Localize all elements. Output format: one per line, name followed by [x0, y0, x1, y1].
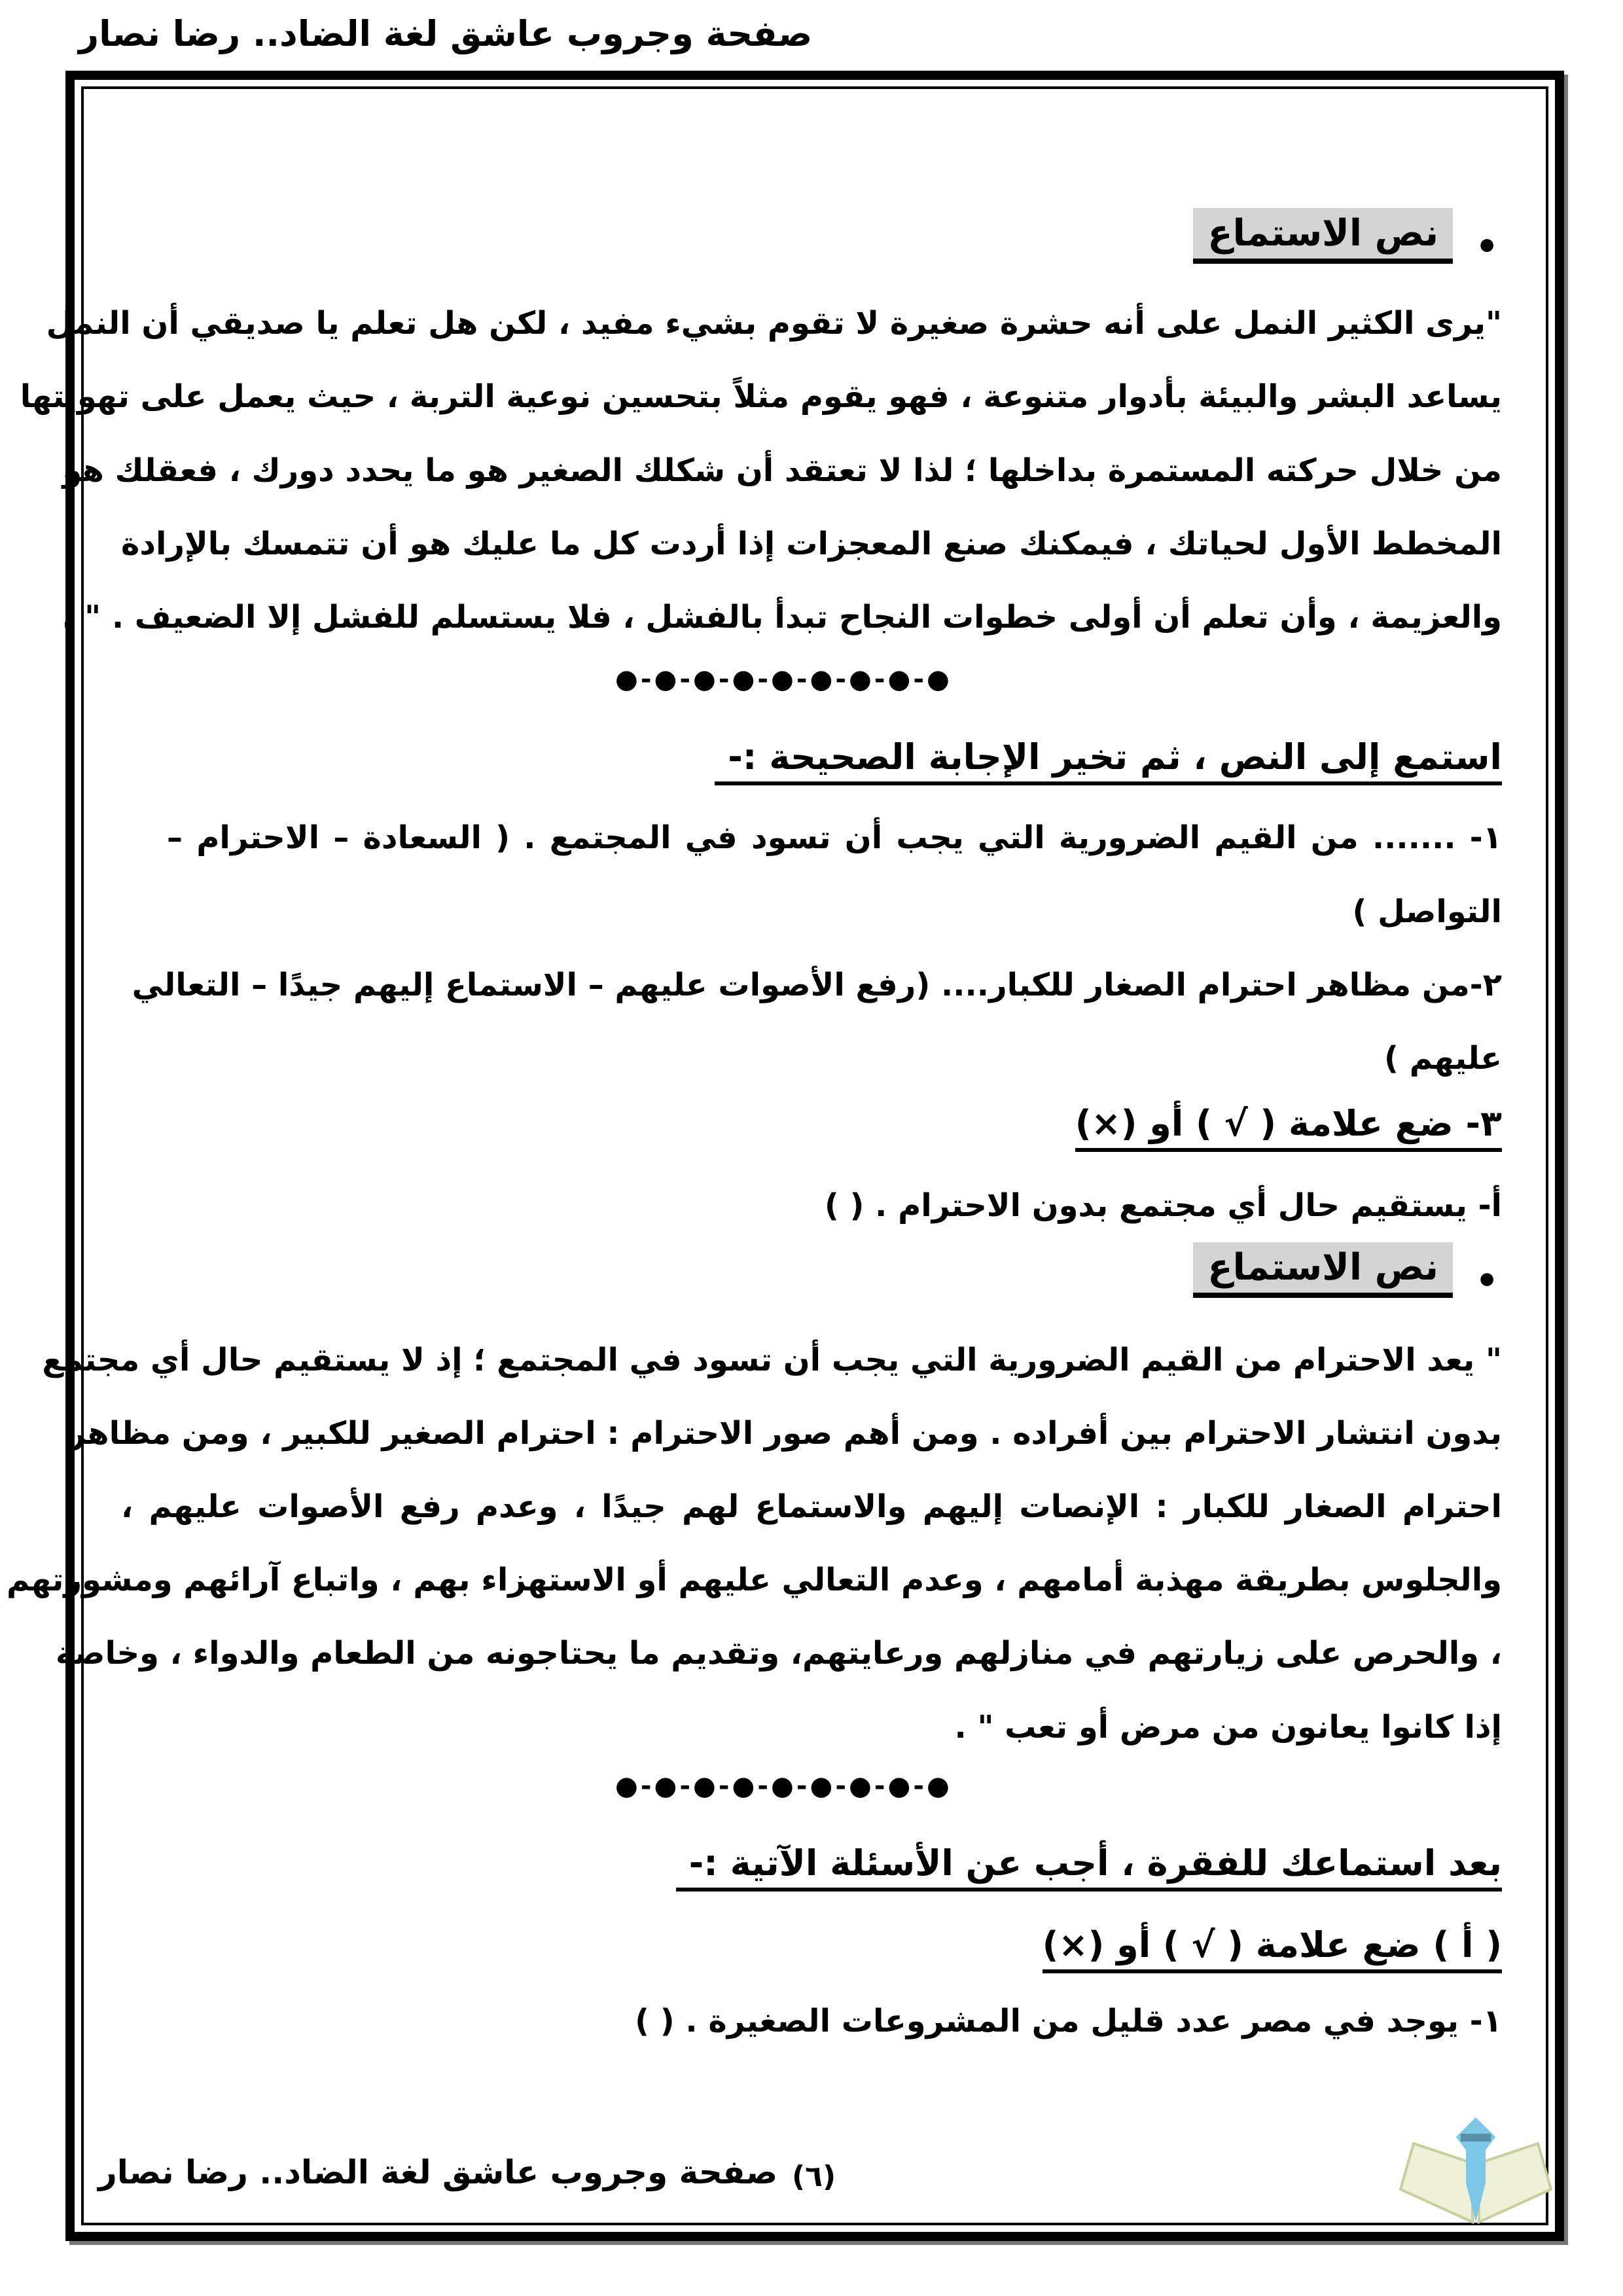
footer-title: صفحة وجروب عاشق لغة الضاد.. رضا نصار: [98, 2153, 778, 2191]
section-title-listening-2: نص الاستماع: [1193, 1242, 1453, 1298]
passage-2-line: ، والحرص على زيارتهم في منازلهم ورعايتهم، وتقديم ما يحتاجونه من الطعام والدواء ، وخاصة: [56, 1635, 1502, 1672]
passage-1-line: "يرى الكثير النمل على أنه حشرة صغيرة لا تقوم بشيء مفيد ، لكن هل تعلم يا صديقي أن النمل: [46, 305, 1502, 342]
passage-1-line: المخطط الأول لحياتك ، فيمكنك صنع المعجزات إذا أردت كل ما عليك هو أن تتمسك بالإرادة: [121, 526, 1502, 562]
passage-1-line: من خلال حركته المستمرة بداخلها ؛ لذا لا تعتقد أن شكلك الصغير هو ما يحدد دورك ، فعقلك هو: [62, 452, 1502, 489]
graduation-book-logo-icon: [1387, 2111, 1564, 2242]
separator: ●-●-●-●-●-●-●-●-●: [615, 664, 952, 694]
passage-2-line: إذا كانوا يعانون من مرض أو تعب " .: [954, 1709, 1502, 1746]
question-3a: أ- يستقيم حال أي مجتمع بدون الاحترام . ( ): [824, 1187, 1502, 1224]
question-1: ١- ....... من القيم الضرورية التي يجب أن تسود في المجتمع . ( السعادة – الاحترام –: [167, 819, 1502, 856]
part-a-title: ( أ ) ضع علامة ( √ ) أو (×): [1043, 1924, 1502, 1973]
question-2-1: ١- يوجد في مصر عدد قليل من المشروعات الصغيرة . ( ): [635, 2003, 1502, 2039]
passage-2-line: " يعد الاحترام من القيم الضرورية التي يجب أن تسود في المجتمع ؛ إذ لا يستقيم حال أي مجتمع: [42, 1342, 1502, 1378]
section-title-listening-1: نص الاستماع: [1193, 208, 1453, 264]
question-1-cont: التواصل ): [1352, 893, 1502, 930]
question-3-title: ٣- ضع علامة ( √ ) أو (×): [1075, 1103, 1502, 1152]
question-2: ٢-من مظاهر احترام الصغار للكبار.... (رفع الأصوات عليهم – الاستماع إليهم جيدًا – التعالي: [132, 967, 1502, 1003]
passage-1-line: يساعد البشر والبيئة بأدوار متنوعة ، فهو يقوم مثلاً بتحسين نوعية التربة ، حيث يعمل على تهويتها: [20, 378, 1502, 415]
passage-2-line: بدون انتشار الاحترام بين أفراده . ومن أهم صور الاحترام : احترام الصغير للكبير ، ومن مظاهر: [67, 1415, 1502, 1452]
questions-1-title: استمع إلى النص ، ثم تخير الإجابة الصحيحة :-: [715, 736, 1502, 785]
passage-2-line: والجلوس بطريقة مهذبة أمامهم ، وعدم التعالي عليهم أو الاستهزاء بهم ، واتباع آرائهم ومشورتهم: [7, 1562, 1502, 1598]
question-2-cont: عليهم ): [1384, 1040, 1502, 1077]
questions-2-title: بعد استماعك للفقرة ، أجب عن الأسئلة الآتية :-: [676, 1842, 1502, 1892]
page-number: (٦): [792, 2160, 836, 2193]
separator: ●-●-●-●-●-●-●-●-●: [615, 1771, 952, 1801]
page-header-title: صفحة وجروب عاشق لغة الضاد.. رضا نصار: [79, 13, 813, 54]
passage-1-line: والعزيمة ، وأن تعلم أن أولى خطوات النجاح تبدأ بالفشل ، فلا يستسلم للفشل إلا الضعيف . " .: [62, 599, 1502, 636]
passage-2-line: احترام الصغار للكبار : الإنصات إليهم والاستماع لهم جيدًا ، وعدم رفع الأصوات عليهم ،: [121, 1488, 1502, 1525]
bullet-icon: •: [1475, 1260, 1499, 1302]
bullet-icon: •: [1475, 226, 1499, 268]
